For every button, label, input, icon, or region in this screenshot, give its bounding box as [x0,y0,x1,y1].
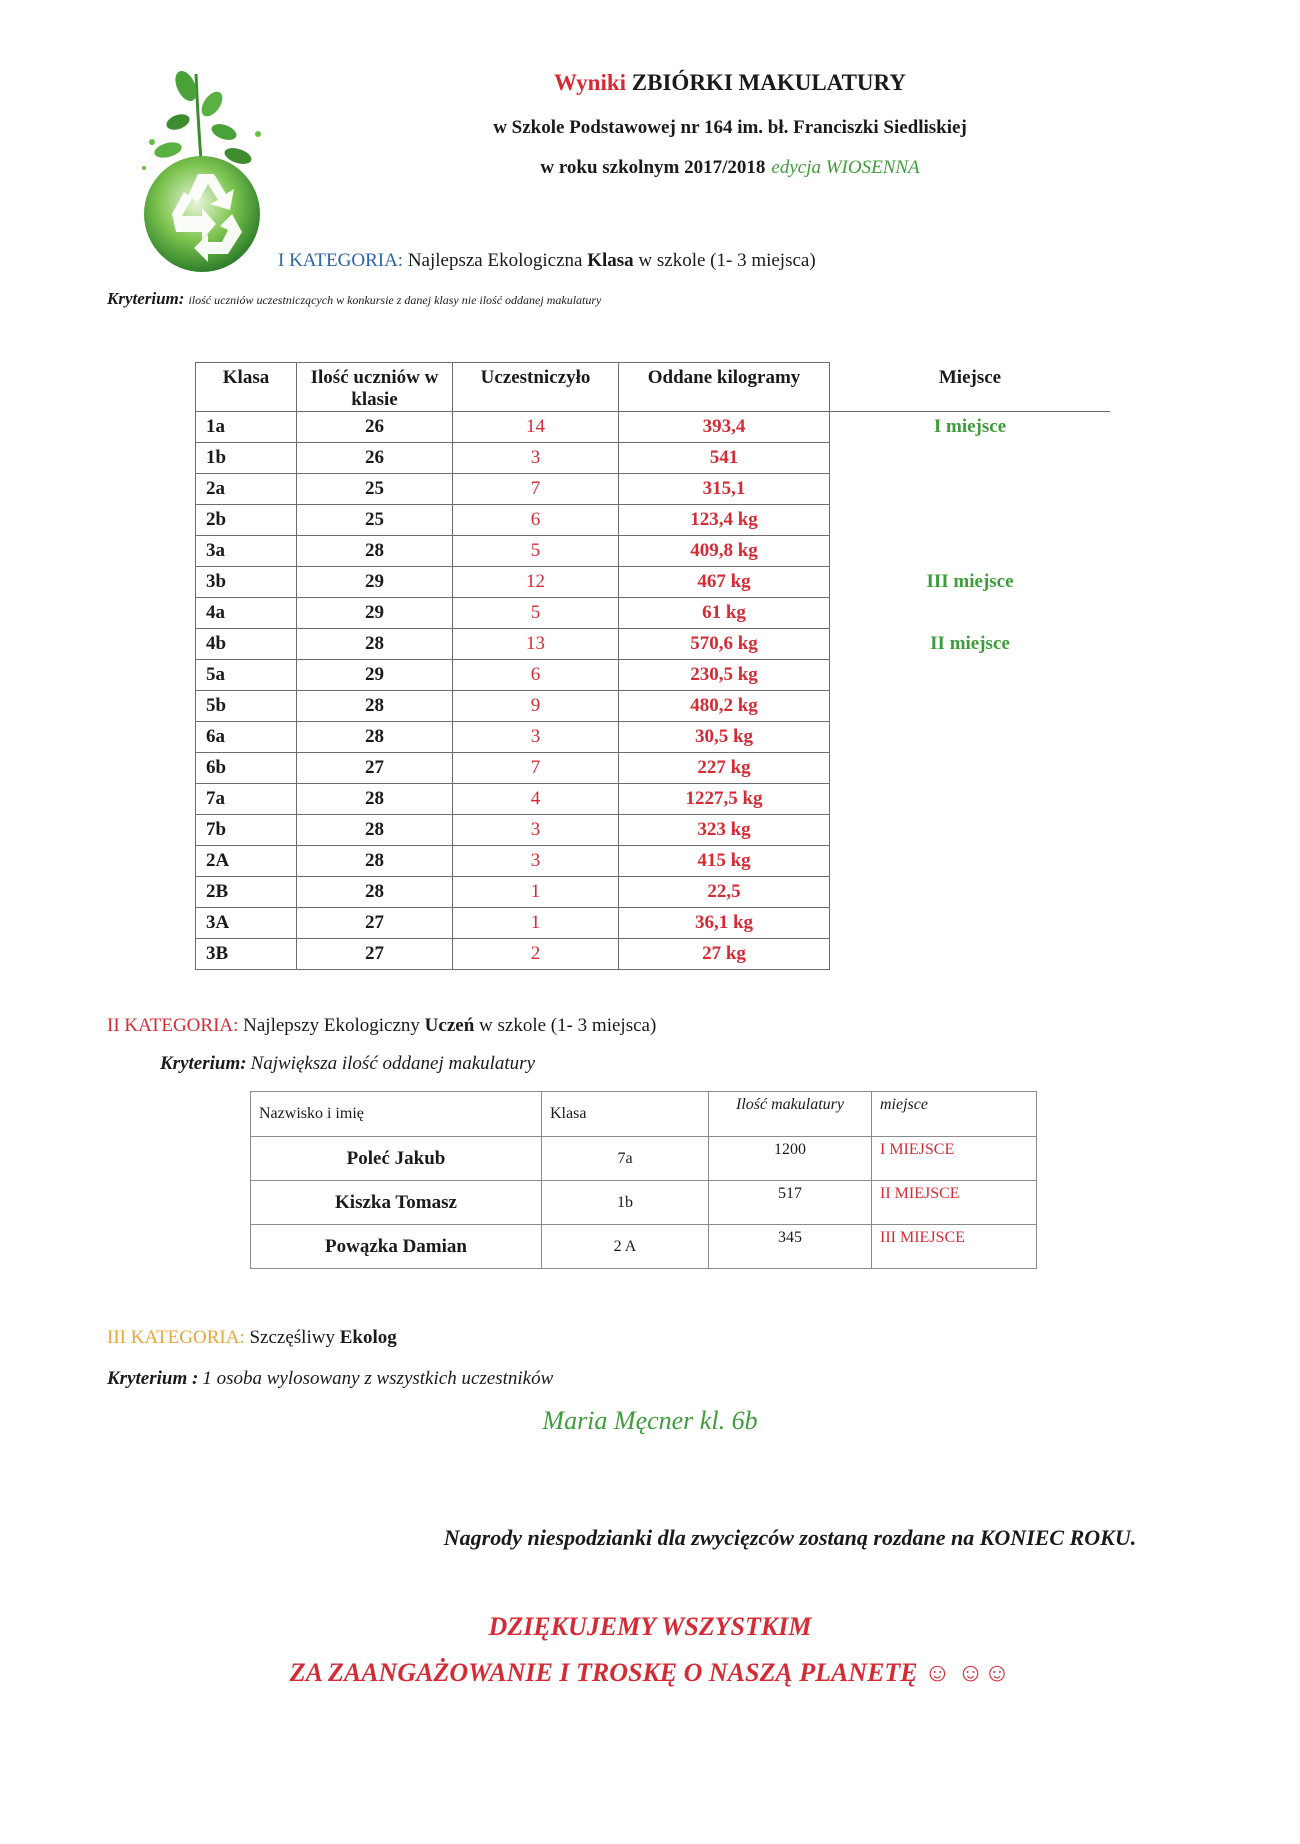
cell-uczniow: 25 [297,474,453,505]
title-highlight: Wyniki [554,70,627,95]
criterion-text: 1 osoba wylosowany z wszystkich uczestników [202,1368,554,1389]
cell-uczestniczylo: 7 [453,474,619,505]
table-row [196,567,1111,598]
cell-uczniow: 28 [297,877,453,908]
cell-klasa: 1a [196,412,297,443]
table-row [196,660,1111,691]
cell-klasa: 2 A [542,1225,709,1269]
cell-kg: 323 kg [619,815,830,846]
cell-miejsce [830,598,1111,629]
category3-criterion [107,1368,553,1390]
cell-uczniow: 28 [297,691,453,722]
thanks-line-2: ZA ZAANGAŻOWANIE I TROSKĘ O NASZĄ PLANETĘ ☺ ☺☺ [289,1658,1011,1687]
table-row [196,753,1111,784]
category2-heading [107,1015,656,1037]
header-klasa: Klasa [196,363,297,412]
header-miejsce: Miejsce [830,363,1111,412]
category1-text-a: Najlepsza Ekologiczna [407,250,583,271]
category2-text-b: w szkole (1- 3 miejsca) [479,1015,657,1036]
table-row [251,1225,1037,1269]
cell-uczestniczylo: 4 [453,784,619,815]
class-results-table [195,362,1110,970]
cell-klasa: 2B [196,877,297,908]
cell-miejsce: III miejsce [926,571,1014,592]
cell-uczniow: 27 [297,939,453,970]
table-row [196,412,1111,443]
table-row [196,815,1111,846]
cell-kg: 415 kg [619,846,830,877]
cell-ilosc: 517 [709,1181,872,1225]
cell-miejsce [830,784,1111,815]
cell-miejsce [830,691,1111,722]
cell-name: Kiszka Tomasz [251,1181,542,1225]
page-title [430,70,1030,96]
cell-klasa: 4b [196,629,297,660]
school-year [400,157,1060,179]
table-row [196,877,1111,908]
cell-uczniow: 27 [297,753,453,784]
table-row [196,474,1111,505]
cell-uczestniczylo: 7 [453,753,619,784]
cell-klasa: 1b [542,1181,709,1225]
cell-miejsce [830,505,1111,536]
cell-klasa: 6b [196,753,297,784]
cell-klasa: 1b [196,443,297,474]
cell-klasa: 7a [196,784,297,815]
cell-miejsce [830,939,1111,970]
category2-criterion [160,1053,535,1075]
table-row [251,1181,1037,1225]
cell-uczestniczylo: 5 [453,598,619,629]
cell-uczniow: 28 [297,784,453,815]
cell-uczniow: 26 [297,412,453,443]
cell-kg: 123,4 kg [619,505,830,536]
category2-text-bold: Uczeń [424,1015,475,1036]
school-year-text: w roku szkolnym 2017/2018 [540,157,766,178]
cell-uczestniczylo: 6 [453,660,619,691]
cell-uczniow: 29 [297,660,453,691]
cell-kg: 393,4 [619,412,830,443]
category2-label: II KATEGORIA: [107,1015,239,1036]
school-name: w Szkole Podstawowej nr 164 im. bł. Franciszki Siedliskiej [493,117,967,138]
cell-miejsce: I MIEJSCE [872,1137,1037,1181]
cell-klasa: 5a [196,660,297,691]
cell-uczestniczylo: 1 [453,908,619,939]
title-main: ZBIÓRKI MAKULATURY [631,70,906,95]
cell-klasa: 3b [196,567,297,598]
cell-kg: 467 kg [619,567,830,598]
cell-uczniow: 28 [297,722,453,753]
cell-klasa: 5b [196,691,297,722]
cell-klasa: 7a [542,1137,709,1181]
table-header-row [196,363,1111,412]
cell-uczestniczylo: 3 [453,815,619,846]
cell-miejsce [830,815,1111,846]
category3-text-a: Szczęśliwy [249,1327,335,1348]
table-header-row [251,1092,1037,1137]
cell-kg: 30,5 kg [619,722,830,753]
cell-miejsce [830,660,1111,691]
cell-kg: 36,1 kg [619,908,830,939]
cell-uczniow: 28 [297,815,453,846]
category1-text-b: w szkole (1- 3 miejsca) [638,250,816,271]
header-klasa: Klasa [542,1092,709,1137]
cell-uczestniczylo: 9 [453,691,619,722]
cell-uczniow: 26 [297,443,453,474]
category1-heading [278,250,816,272]
cell-miejsce: III MIEJSCE [872,1225,1037,1269]
category3-label: III KATEGORIA: [107,1327,245,1348]
table-row [196,691,1111,722]
cell-klasa: 2A [196,846,297,877]
cell-kg: 27 kg [619,939,830,970]
cell-miejsce [830,443,1111,474]
cell-klasa: 6a [196,722,297,753]
cell-uczniow: 29 [297,598,453,629]
header-miejsce: miejsce [872,1092,1037,1137]
cell-klasa: 4a [196,598,297,629]
cell-klasa: 3a [196,536,297,567]
cell-kg: 315,1 [619,474,830,505]
cell-uczestniczylo: 5 [453,536,619,567]
cell-kg: 230,5 kg [619,660,830,691]
cell-miejsce: I miejsce [933,416,1007,438]
lucky-winner: Maria Męcner kl. 6b [542,1406,758,1435]
header-uczniow: Ilość uczniów w klasie [297,363,453,412]
cell-uczniow: 28 [297,536,453,567]
table-row [196,784,1111,815]
cell-ilosc: 345 [709,1225,872,1269]
header-ilosc: Ilość makulatury [709,1092,872,1137]
cell-uczniow: 28 [297,629,453,660]
cell-kg: 480,2 kg [619,691,830,722]
cell-klasa: 3A [196,908,297,939]
cell-kg: 570,6 kg [619,629,830,660]
criterion-text: ilość uczniów uczestniczących w konkursie z danej klasy nie ilość oddanej makulatury [188,293,602,307]
category1-text-bold: Klasa [587,250,634,271]
category3-text-bold: Ekolog [339,1327,397,1348]
cell-uczestniczylo: 2 [453,939,619,970]
cell-miejsce [830,474,1111,505]
table-row [196,598,1111,629]
cell-kg: 22,5 [619,877,830,908]
cell-miejsce: II miejsce [930,633,1010,654]
table-row [251,1137,1037,1181]
criterion-text: Największa ilość oddanej makulatury [250,1053,536,1074]
cell-kg: 227 kg [619,753,830,784]
cell-name: Powązka Damian [251,1225,542,1269]
cell-kg: 61 kg [619,598,830,629]
table-row [196,443,1111,474]
recycle-globe-icon [128,64,276,274]
edition-label: edycja WIOSENNA [771,157,920,178]
table-row [196,722,1111,753]
category1-label: I KATEGORIA: [278,250,404,271]
table-row [196,846,1111,877]
cell-uczestniczylo: 6 [453,505,619,536]
cell-kg: 1227,5 kg [619,784,830,815]
cell-name: Poleć Jakub [251,1137,542,1181]
criterion-label: Kryterium: [107,289,185,308]
category2-text-a: Najlepszy Ekologiczny [243,1015,420,1036]
cell-miejsce [830,908,1111,939]
cell-uczniow: 25 [297,505,453,536]
header-uczestniczylo: Uczestniczyło [453,363,619,412]
cell-uczniow: 28 [297,846,453,877]
cell-klasa: 2a [196,474,297,505]
cell-miejsce: II MIEJSCE [872,1181,1037,1225]
cell-miejsce [830,753,1111,784]
student-results-table [250,1091,1037,1269]
thanks-line-1: DZIĘKUJEMY WSZYSTKIM [488,1612,812,1641]
cell-klasa: 2b [196,505,297,536]
criterion-label: Kryterium : [107,1368,199,1389]
category3-heading [107,1327,397,1349]
header-name: Nazwisko i imię [251,1092,542,1137]
cell-uczestniczylo: 13 [453,629,619,660]
header-kg: Oddane kilogramy [619,363,830,412]
cell-uczestniczylo: 1 [453,877,619,908]
category1-criterion [107,289,601,309]
cell-kg: 541 [619,443,830,474]
table-row [196,939,1111,970]
prizes-note: Nagrody niespodzianki dla zwycięzców zostaną rozdane na KONIEC ROKU. [443,1525,1137,1550]
table-row [196,629,1111,660]
cell-miejsce [830,536,1111,567]
table-row [196,908,1111,939]
cell-uczniow: 29 [297,567,453,598]
cell-uczestniczylo: 3 [453,443,619,474]
cell-uczestniczylo: 3 [453,722,619,753]
cell-ilosc: 1200 [709,1137,872,1181]
cell-miejsce [830,877,1111,908]
cell-uczniow: 27 [297,908,453,939]
cell-miejsce [830,722,1111,753]
table-row [196,536,1111,567]
cell-uczestniczylo: 14 [453,412,619,443]
cell-uczestniczylo: 12 [453,567,619,598]
cell-kg: 409,8 kg [619,536,830,567]
cell-miejsce [830,846,1111,877]
cell-klasa: 3B [196,939,297,970]
table-row [196,505,1111,536]
cell-klasa: 7b [196,815,297,846]
criterion-label: Kryterium: [160,1053,247,1074]
cell-uczestniczylo: 3 [453,846,619,877]
